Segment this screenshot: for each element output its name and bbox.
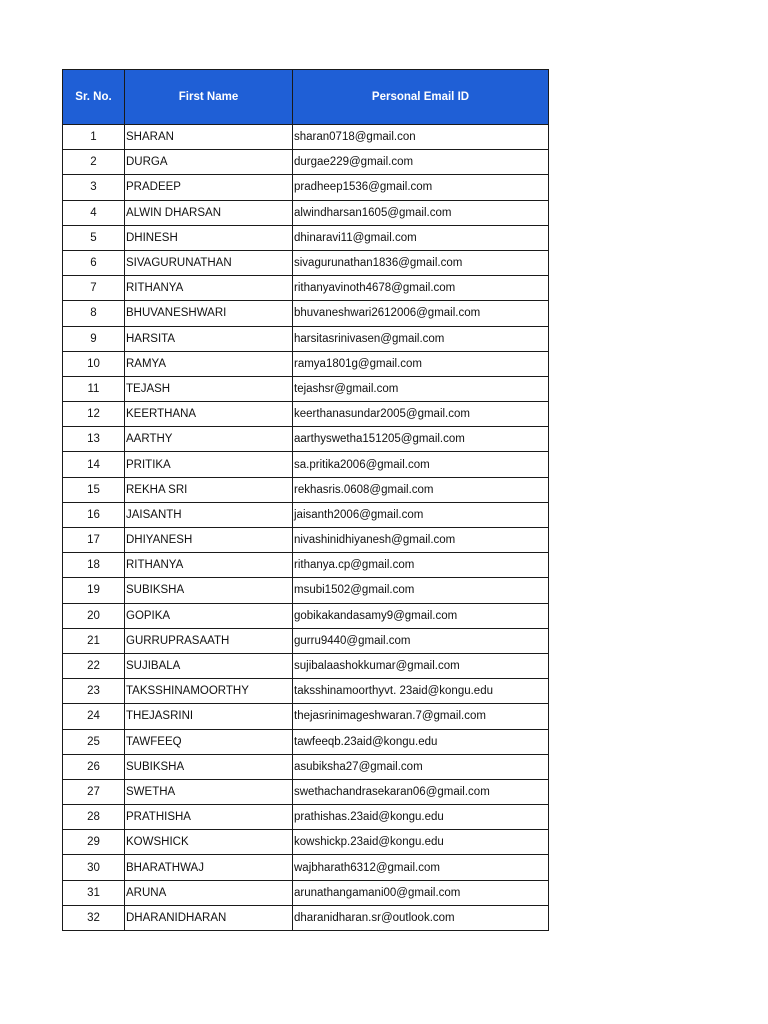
table-row [63, 200, 549, 225]
row-email: rithanya.cp@gmail.com [293, 553, 549, 578]
row-first-name: SHARAN [125, 125, 293, 150]
table-row [63, 250, 549, 275]
row-first-name: AARTHY [125, 427, 293, 452]
row-email: sharan0718@gmail.con [293, 125, 549, 150]
row-first-name: ARUNA [125, 880, 293, 905]
table-row [63, 880, 549, 905]
row-email: ramya1801g@gmail.com [293, 351, 549, 376]
row-sr-no: 28 [63, 805, 125, 830]
table-row [63, 477, 549, 502]
row-email: nivashinidhiyanesh@gmail.com [293, 528, 549, 553]
row-email: asubiksha27@gmail.com [293, 754, 549, 779]
table-row [63, 553, 549, 578]
row-first-name: TAKSSHINAMOORTHY [125, 679, 293, 704]
row-first-name: THEJASRINI [125, 704, 293, 729]
row-sr-no: 7 [63, 276, 125, 301]
table-row [63, 628, 549, 653]
row-sr-no: 21 [63, 628, 125, 653]
row-sr-no: 22 [63, 653, 125, 678]
row-first-name: KOWSHICK [125, 830, 293, 855]
header-first-name: First Name [125, 70, 293, 125]
row-first-name: TEJASH [125, 376, 293, 401]
row-email: gurru9440@gmail.com [293, 628, 549, 653]
row-sr-no: 5 [63, 225, 125, 250]
row-sr-no: 32 [63, 905, 125, 930]
table-row [63, 679, 549, 704]
row-sr-no: 19 [63, 578, 125, 603]
row-first-name: SIVAGURUNATHAN [125, 250, 293, 275]
table-row [63, 402, 549, 427]
row-first-name: JAISANTH [125, 502, 293, 527]
row-sr-no: 24 [63, 704, 125, 729]
row-email: kowshickp.23aid@kongu.edu [293, 830, 549, 855]
row-email: tejashsr@gmail.com [293, 376, 549, 401]
row-sr-no: 23 [63, 679, 125, 704]
table-row [63, 805, 549, 830]
row-sr-no: 31 [63, 880, 125, 905]
table-row [63, 150, 549, 175]
row-first-name: GURRUPRASAATH [125, 628, 293, 653]
row-first-name: DHARANIDHARAN [125, 905, 293, 930]
table-row [63, 452, 549, 477]
row-first-name: TAWFEEQ [125, 729, 293, 754]
row-first-name: HARSITA [125, 326, 293, 351]
row-email: durgae229@gmail.com [293, 150, 549, 175]
table-row [63, 729, 549, 754]
row-email: sivagurunathan1836@gmail.com [293, 250, 549, 275]
table-row [63, 704, 549, 729]
table-row [63, 427, 549, 452]
row-first-name: REKHA SRI [125, 477, 293, 502]
row-sr-no: 17 [63, 528, 125, 553]
row-email: swethachandrasekaran06@gmail.com [293, 779, 549, 804]
row-email: alwindharsan1605@gmail.com [293, 200, 549, 225]
row-first-name: SUBIKSHA [125, 578, 293, 603]
row-email: tawfeeqb.23aid@kongu.edu [293, 729, 549, 754]
row-sr-no: 4 [63, 200, 125, 225]
table-row [63, 301, 549, 326]
row-sr-no: 26 [63, 754, 125, 779]
table-row [63, 225, 549, 250]
table-row [63, 528, 549, 553]
row-sr-no: 10 [63, 351, 125, 376]
row-email: harsitasrinivasen@gmail.com [293, 326, 549, 351]
row-sr-no: 25 [63, 729, 125, 754]
row-email: prathishas.23aid@kongu.edu [293, 805, 549, 830]
row-email: rekhasris.0608@gmail.com [293, 477, 549, 502]
row-first-name: SUJIBALA [125, 653, 293, 678]
row-sr-no: 18 [63, 553, 125, 578]
row-email: arunathangamani00@gmail.com [293, 880, 549, 905]
table-row [63, 502, 549, 527]
header-row [63, 70, 549, 125]
row-first-name: KEERTHANA [125, 402, 293, 427]
row-sr-no: 30 [63, 855, 125, 880]
row-first-name: GOPIKA [125, 603, 293, 628]
row-sr-no: 1 [63, 125, 125, 150]
row-email: msubi1502@gmail.com [293, 578, 549, 603]
table-body [63, 125, 549, 931]
row-first-name: BHUVANESHWARI [125, 301, 293, 326]
table-row [63, 754, 549, 779]
table-row [63, 855, 549, 880]
table-row [63, 653, 549, 678]
row-first-name: RAMYA [125, 351, 293, 376]
table-row [63, 603, 549, 628]
row-sr-no: 3 [63, 175, 125, 200]
row-email: rithanyavinoth4678@gmail.com [293, 276, 549, 301]
row-first-name: DURGA [125, 150, 293, 175]
row-first-name: SUBIKSHA [125, 754, 293, 779]
row-email: aarthyswetha151205@gmail.com [293, 427, 549, 452]
row-email: sa.pritika2006@gmail.com [293, 452, 549, 477]
row-sr-no: 13 [63, 427, 125, 452]
row-first-name: RITHANYA [125, 276, 293, 301]
table-row [63, 125, 549, 150]
row-sr-no: 27 [63, 779, 125, 804]
row-sr-no: 11 [63, 376, 125, 401]
row-first-name: SWETHA [125, 779, 293, 804]
header-personal-email: Personal Email ID [293, 70, 549, 125]
table-header [63, 70, 549, 125]
row-sr-no: 9 [63, 326, 125, 351]
row-email: jaisanth2006@gmail.com [293, 502, 549, 527]
table-row [63, 578, 549, 603]
table-row [63, 175, 549, 200]
table-row [63, 351, 549, 376]
row-sr-no: 15 [63, 477, 125, 502]
row-first-name: DHINESH [125, 225, 293, 250]
table-row [63, 276, 549, 301]
table-row [63, 830, 549, 855]
row-email: keerthanasundar2005@gmail.com [293, 402, 549, 427]
row-sr-no: 20 [63, 603, 125, 628]
row-sr-no: 14 [63, 452, 125, 477]
row-sr-no: 29 [63, 830, 125, 855]
row-email: bhuvaneshwari2612006@gmail.com [293, 301, 549, 326]
row-email: dhinaravi11@gmail.com [293, 225, 549, 250]
row-sr-no: 6 [63, 250, 125, 275]
table-row [63, 905, 549, 930]
row-email: thejasrinimageshwaran.7@gmail.com [293, 704, 549, 729]
row-email: taksshinamoorthyvt. 23aid@kongu.edu [293, 679, 549, 704]
table-row [63, 326, 549, 351]
row-first-name: BHARATHWAJ [125, 855, 293, 880]
row-email: sujibalaashokkumar@gmail.com [293, 653, 549, 678]
row-email: wajbharath6312@gmail.com [293, 855, 549, 880]
row-sr-no: 12 [63, 402, 125, 427]
row-sr-no: 16 [63, 502, 125, 527]
header-sr-no: Sr. No. [63, 70, 125, 125]
row-first-name: PRITIKA [125, 452, 293, 477]
row-email: gobikakandasamy9@gmail.com [293, 603, 549, 628]
row-sr-no: 2 [63, 150, 125, 175]
row-first-name: RITHANYA [125, 553, 293, 578]
table-row [63, 376, 549, 401]
row-email: dharanidharan.sr@outlook.com [293, 905, 549, 930]
row-first-name: PRADEEP [125, 175, 293, 200]
row-email: pradheep1536@gmail.com [293, 175, 549, 200]
row-first-name: DHIYANESH [125, 528, 293, 553]
table-row [63, 779, 549, 804]
contact-table [62, 69, 549, 931]
row-sr-no: 8 [63, 301, 125, 326]
row-first-name: PRATHISHA [125, 805, 293, 830]
row-first-name: ALWIN DHARSAN [125, 200, 293, 225]
